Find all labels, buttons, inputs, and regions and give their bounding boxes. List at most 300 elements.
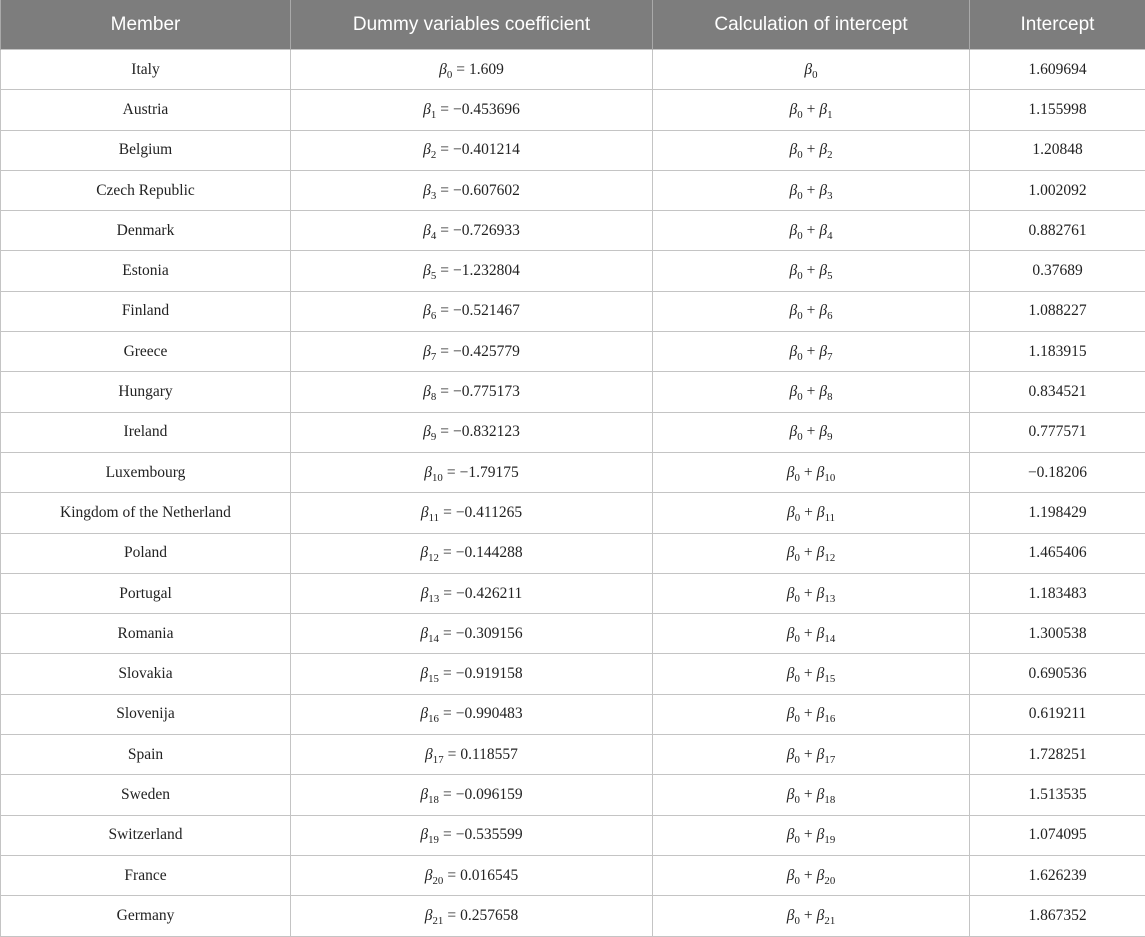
coefficient-value: −1.79175 [459, 463, 519, 481]
table-row [1, 130, 1145, 170]
beta-symbol: β [423, 383, 431, 401]
beta-symbol: β [786, 745, 795, 763]
intercept-cell [970, 130, 1145, 170]
plus-sign: + [803, 866, 813, 884]
intercept-value: 1.074095 [1028, 826, 1087, 844]
intercept-value: 1.465406 [1028, 544, 1087, 562]
calc-first-subscript: 0 [797, 108, 803, 121]
calc-second-subscript: 8 [827, 390, 833, 403]
beta-symbol: β [786, 826, 795, 844]
calculation-cell [653, 533, 970, 573]
coefficient-cell [291, 452, 653, 492]
coefficient-value: −0.775173 [453, 383, 520, 401]
calc-second-subscript: 16 [824, 713, 836, 726]
coefficient-cell [291, 573, 653, 613]
member-name: Luxembourg [105, 463, 186, 481]
calc-first-subscript: 0 [794, 632, 800, 645]
coefficient-cell [291, 694, 653, 734]
beta-symbol: β [816, 503, 825, 521]
beta-symbol: β [819, 383, 828, 401]
calc-plus-group [800, 584, 836, 605]
coefficient-cell [291, 896, 653, 936]
calc-plus-group [803, 383, 833, 403]
coefficient-subscript: 19 [428, 834, 439, 847]
beta-symbol: β [816, 463, 825, 481]
member-cell [1, 372, 291, 412]
calculation-cell [653, 50, 970, 90]
coefficient-subscript: 20 [432, 874, 444, 887]
calc-first-subscript: 0 [797, 431, 803, 444]
member-cell [1, 573, 291, 613]
calculation-cell [653, 735, 970, 775]
calculation-cell [653, 493, 970, 533]
equals-sign: = [442, 624, 452, 642]
calc-plus-group [800, 826, 836, 847]
calc-second-subscript: 7 [827, 350, 833, 363]
member-name: Finland [121, 302, 170, 320]
table-row [1, 372, 1145, 412]
calc-first-subscript: 0 [794, 753, 800, 766]
plus-sign: + [803, 584, 813, 602]
intercept-value: 1.183483 [1028, 584, 1087, 602]
calc-first-subscript: 0 [794, 874, 800, 887]
equals-sign: = [442, 826, 452, 844]
plus-sign: + [803, 463, 813, 481]
beta-symbol: β [789, 221, 798, 239]
calc-second-subscript: 10 [824, 471, 836, 484]
calculation-cell [653, 614, 970, 654]
calc-plus-group [800, 665, 836, 685]
equals-sign: = [440, 342, 450, 360]
beta-symbol: β [420, 503, 429, 521]
table-row [1, 90, 1145, 130]
table-row [1, 533, 1145, 573]
coefficient-subscript: 10 [432, 471, 443, 484]
member-name: Portugal [119, 584, 172, 602]
table-row [1, 654, 1145, 694]
calculation-cell [653, 211, 970, 251]
intercept-value: 0.690536 [1028, 665, 1087, 683]
member-cell [1, 211, 291, 251]
plus-sign: + [806, 262, 816, 280]
plus-sign: + [806, 141, 816, 159]
beta-symbol: β [819, 221, 828, 239]
intercept-value: 0.619211 [1028, 705, 1087, 723]
coefficient-cell [291, 855, 653, 895]
equals-sign: = [440, 221, 450, 239]
beta-symbol: β [816, 584, 825, 602]
coefficient-cell [291, 614, 653, 654]
beta-symbol: β [423, 181, 431, 199]
coefficient-value: −0.096159 [455, 785, 523, 803]
intercept-cell [970, 775, 1145, 815]
intercept-value: 1.002092 [1028, 181, 1087, 199]
table-row [1, 815, 1145, 855]
intercept-cell [970, 372, 1145, 412]
header-coefficient: Dummy variables coefficient [291, 0, 653, 50]
equals-sign: = [442, 785, 452, 803]
calc-second-subscript: 12 [824, 552, 836, 564]
plus-sign: + [803, 785, 813, 803]
intercept-value: 1.609694 [1028, 60, 1087, 78]
beta-symbol: β [816, 826, 825, 844]
intercept-cell [970, 694, 1145, 734]
calc-plus-group [803, 302, 833, 323]
beta-symbol: β [786, 785, 795, 803]
coefficient-subscript: 0 [446, 68, 453, 81]
table-body [1, 50, 1145, 937]
equals-sign: = [447, 906, 457, 924]
beta-symbol: β [423, 141, 431, 159]
beta-symbol: β [786, 906, 795, 924]
coefficient-cell [291, 775, 653, 815]
calc-plus-group [803, 342, 833, 363]
coefficient-cell [291, 493, 653, 533]
equals-sign: = [447, 745, 457, 763]
beta-symbol: β [816, 866, 825, 884]
intercept-cell [970, 573, 1145, 613]
intercept-cell [970, 211, 1145, 251]
member-cell [1, 452, 291, 492]
coefficient-subscript: 12 [428, 552, 439, 564]
beta-symbol: β [816, 906, 825, 924]
calculation-cell [653, 694, 970, 734]
beta-symbol: β [789, 181, 798, 199]
beta-symbol: β [819, 342, 828, 360]
calc-first-subscript: 0 [797, 310, 803, 323]
calc-first-subscript: 0 [794, 511, 801, 524]
equals-sign: = [440, 262, 450, 280]
member-name: France [124, 866, 167, 884]
calc-first-subscript: 0 [794, 793, 800, 806]
member-cell [1, 90, 291, 130]
intercept-value: 1.626239 [1028, 866, 1087, 884]
intercept-value: 1.198429 [1028, 503, 1087, 521]
intercept-cell [970, 533, 1145, 573]
member-cell [1, 412, 291, 452]
equals-sign: = [440, 141, 450, 159]
member-cell [1, 896, 291, 936]
calc-plus-group [803, 141, 833, 162]
table-row [1, 412, 1145, 452]
coefficient-subscript: 16 [428, 713, 439, 726]
beta-symbol: β [789, 302, 798, 320]
coefficient-value: −0.535599 [455, 826, 523, 844]
calc-first-subscript: 0 [794, 914, 800, 927]
coefficient-value: −0.411265 [455, 503, 523, 521]
calc-first-subscript: 0 [797, 350, 803, 363]
beta-symbol: β [423, 100, 431, 118]
table-row [1, 493, 1145, 533]
beta-symbol: β [819, 141, 828, 159]
coefficient-cell [291, 251, 653, 291]
equals-sign: = [442, 665, 452, 683]
beta-symbol: β [425, 745, 433, 763]
member-name: Slovenija [116, 705, 175, 723]
table-row [1, 50, 1145, 90]
beta-symbol: β [819, 423, 828, 441]
equals-sign: = [440, 423, 450, 441]
member-cell [1, 291, 291, 331]
plus-sign: + [803, 544, 813, 562]
beta-symbol: β [819, 302, 828, 320]
coefficient-subscript: 6 [430, 310, 437, 323]
coefficient-value: −0.426211 [456, 584, 523, 602]
member-name: Germany [116, 906, 175, 924]
intercept-value: 0.834521 [1028, 383, 1087, 401]
calculation-cell [653, 412, 970, 452]
equals-sign: = [446, 463, 456, 481]
calc-plus-group [800, 745, 836, 766]
table-row [1, 332, 1145, 372]
coefficient-value: −0.521467 [453, 302, 520, 320]
table-row [1, 775, 1145, 815]
beta-symbol: β [789, 383, 798, 401]
coefficient-cell [291, 412, 653, 452]
intercept-value: 1.20848 [1032, 141, 1083, 159]
coefficient-cell [291, 332, 653, 372]
coefficient-subscript: 18 [428, 793, 439, 806]
coefficient-value: 1.609 [469, 60, 504, 78]
beta-symbol: β [816, 745, 825, 763]
member-cell [1, 170, 291, 210]
coefficient-subscript: 5 [430, 269, 437, 282]
member-cell [1, 614, 291, 654]
beta-symbol: β [816, 785, 825, 803]
coefficient-subscript: 21 [432, 914, 444, 927]
calc-plus-group [803, 262, 833, 282]
calc-second-subscript: 11 [824, 511, 836, 524]
member-name: Switzerland [108, 826, 183, 844]
beta-symbol: β [420, 826, 429, 844]
calc-plus-group [800, 503, 836, 524]
beta-symbol: β [439, 60, 447, 78]
intercept-value: 0.882761 [1028, 221, 1087, 239]
member-cell [1, 654, 291, 694]
plus-sign: + [803, 665, 813, 683]
plus-sign: + [806, 181, 816, 199]
member-name: Romania [117, 624, 174, 642]
calculation-cell [653, 573, 970, 613]
coefficient-value: −0.309156 [455, 624, 523, 642]
equals-sign: = [443, 503, 452, 521]
intercept-cell [970, 332, 1145, 372]
table-row [1, 251, 1145, 291]
member-cell [1, 735, 291, 775]
calculation-cell [653, 90, 970, 130]
beta-symbol: β [789, 141, 798, 159]
intercept-value: 1.155998 [1028, 100, 1087, 118]
calc-plus-group [800, 785, 836, 806]
member-name: Spain [127, 745, 164, 763]
table-row [1, 694, 1145, 734]
calculation-cell [653, 896, 970, 936]
intercept-value: 1.728251 [1028, 745, 1087, 763]
equals-sign: = [443, 584, 453, 602]
plus-sign: + [803, 705, 813, 723]
coefficient-value: −0.726933 [453, 221, 520, 239]
member-name: Kingdom of the Netherland [60, 503, 231, 521]
coefficient-cell [291, 130, 653, 170]
intercept-cell [970, 291, 1145, 331]
calculation-cell [653, 251, 970, 291]
coefficient-value: −0.144288 [455, 544, 523, 562]
calc-plus-group [800, 906, 836, 927]
coefficient-cell [291, 654, 653, 694]
calc-second-subscript: 18 [824, 793, 836, 806]
intercept-cell [970, 170, 1145, 210]
plus-sign: + [806, 221, 816, 239]
calculation-cell [653, 170, 970, 210]
coefficient-subscript: 1 [430, 108, 437, 121]
member-cell [1, 332, 291, 372]
beta-symbol: β [819, 100, 828, 118]
intercept-cell [970, 855, 1145, 895]
calc-plus-group [800, 705, 836, 726]
beta-symbol: β [786, 463, 795, 481]
member-name: Sweden [120, 785, 171, 803]
member-name: Poland [123, 544, 168, 562]
equals-sign: = [456, 60, 466, 78]
member-name: Belgium [118, 141, 173, 159]
coefficient-cell [291, 170, 653, 210]
member-name: Greece [123, 342, 168, 360]
table-row [1, 291, 1145, 331]
calc-second-subscript: 9 [827, 431, 833, 444]
calc-plus-group [803, 221, 833, 242]
beta-symbol: β [789, 342, 798, 360]
plus-sign: + [806, 423, 816, 441]
calc-first-subscript: 0 [812, 68, 818, 81]
table-row [1, 614, 1145, 654]
calc-plus-group [800, 624, 836, 645]
plus-sign: + [806, 100, 816, 118]
beta-symbol: β [786, 503, 795, 521]
table-row [1, 896, 1145, 936]
header-row [1, 0, 1145, 50]
coefficient-value: −0.832123 [453, 423, 520, 441]
plus-sign: + [806, 342, 816, 360]
intercept-cell [970, 412, 1145, 452]
coefficient-value: 0.118557 [460, 745, 518, 763]
calc-first-subscript: 0 [797, 229, 803, 242]
beta-symbol: β [816, 705, 825, 723]
beta-symbol: β [424, 463, 432, 481]
member-cell [1, 50, 291, 90]
calculation-cell [653, 452, 970, 492]
calc-second-subscript: 2 [827, 149, 833, 162]
member-cell [1, 130, 291, 170]
calc-second-subscript: 21 [824, 914, 836, 927]
calc-first-subscript: 0 [794, 672, 800, 685]
coefficient-cell [291, 735, 653, 775]
intercept-cell [970, 614, 1145, 654]
header-calculation: Calculation of intercept [653, 0, 970, 50]
member-cell [1, 775, 291, 815]
calc-first-subscript: 0 [794, 834, 800, 847]
beta-symbol: β [420, 785, 429, 803]
intercept-cell [970, 735, 1145, 775]
coefficient-value: 0.016545 [460, 866, 519, 884]
calc-first-subscript: 0 [794, 471, 800, 484]
coefficient-subscript: 14 [428, 632, 439, 645]
member-cell [1, 694, 291, 734]
calculation-cell [653, 775, 970, 815]
coefficient-cell [291, 90, 653, 130]
beta-symbol: β [423, 302, 431, 320]
table-row [1, 855, 1145, 895]
intercept-cell [970, 654, 1145, 694]
coefficient-cell [291, 211, 653, 251]
coefficient-subscript: 7 [430, 350, 437, 363]
calculation-cell [653, 372, 970, 412]
calc-second-subscript: 6 [827, 310, 833, 323]
calc-first-subscript: 0 [797, 269, 803, 282]
calculation-cell [653, 130, 970, 170]
calc-plus-group [803, 100, 833, 121]
table-row [1, 452, 1145, 492]
beta-symbol: β [789, 262, 798, 280]
beta-symbol: β [420, 544, 429, 562]
coefficient-value: −0.990483 [455, 705, 523, 723]
member-cell [1, 493, 291, 533]
beta-symbol: β [420, 705, 429, 723]
beta-symbol: β [420, 624, 429, 642]
member-name: Hungary [118, 383, 173, 401]
equals-sign: = [442, 705, 452, 723]
member-cell [1, 251, 291, 291]
calc-second-subscript: 3 [827, 189, 833, 202]
coefficient-subscript: 15 [428, 672, 439, 685]
intercept-value: 1.513535 [1028, 785, 1087, 803]
calc-first-subscript: 0 [797, 390, 803, 403]
intercept-cell [970, 815, 1145, 855]
coefficient-cell [291, 50, 653, 90]
beta-symbol: β [423, 423, 431, 441]
calc-first-subscript: 0 [794, 713, 800, 726]
coefficient-subscript: 11 [428, 511, 440, 524]
intercept-value: 1.867352 [1028, 906, 1087, 924]
calc-second-subscript: 17 [824, 753, 836, 766]
beta-symbol: β [786, 866, 795, 884]
calc-first-subscript: 0 [794, 592, 800, 605]
plus-sign: + [806, 302, 816, 320]
calc-second-subscript: 19 [824, 834, 836, 847]
calc-second-subscript: 1 [827, 108, 833, 121]
calc-second-subscript: 5 [827, 269, 833, 282]
equals-sign: = [440, 383, 450, 401]
equals-sign: = [447, 866, 457, 884]
calculation-cell [653, 332, 970, 372]
beta-symbol: β [786, 665, 795, 683]
beta-symbol: β [789, 100, 798, 118]
coefficient-cell [291, 815, 653, 855]
calc-plus-group [803, 181, 833, 202]
coefficient-subscript: 13 [428, 592, 440, 605]
table-row [1, 170, 1145, 210]
beta-symbol: β [423, 262, 431, 280]
table-row [1, 735, 1145, 775]
beta-symbol: β [816, 544, 825, 562]
coefficient-value: −0.919158 [455, 665, 523, 683]
coefficient-subscript: 2 [430, 149, 437, 162]
beta-symbol: β [420, 584, 429, 602]
beta-symbol: β [786, 584, 795, 602]
intercept-cell [970, 493, 1145, 533]
calc-first-subscript: 0 [797, 189, 803, 202]
equals-sign: = [440, 100, 450, 118]
calc-plus-group [800, 544, 836, 564]
